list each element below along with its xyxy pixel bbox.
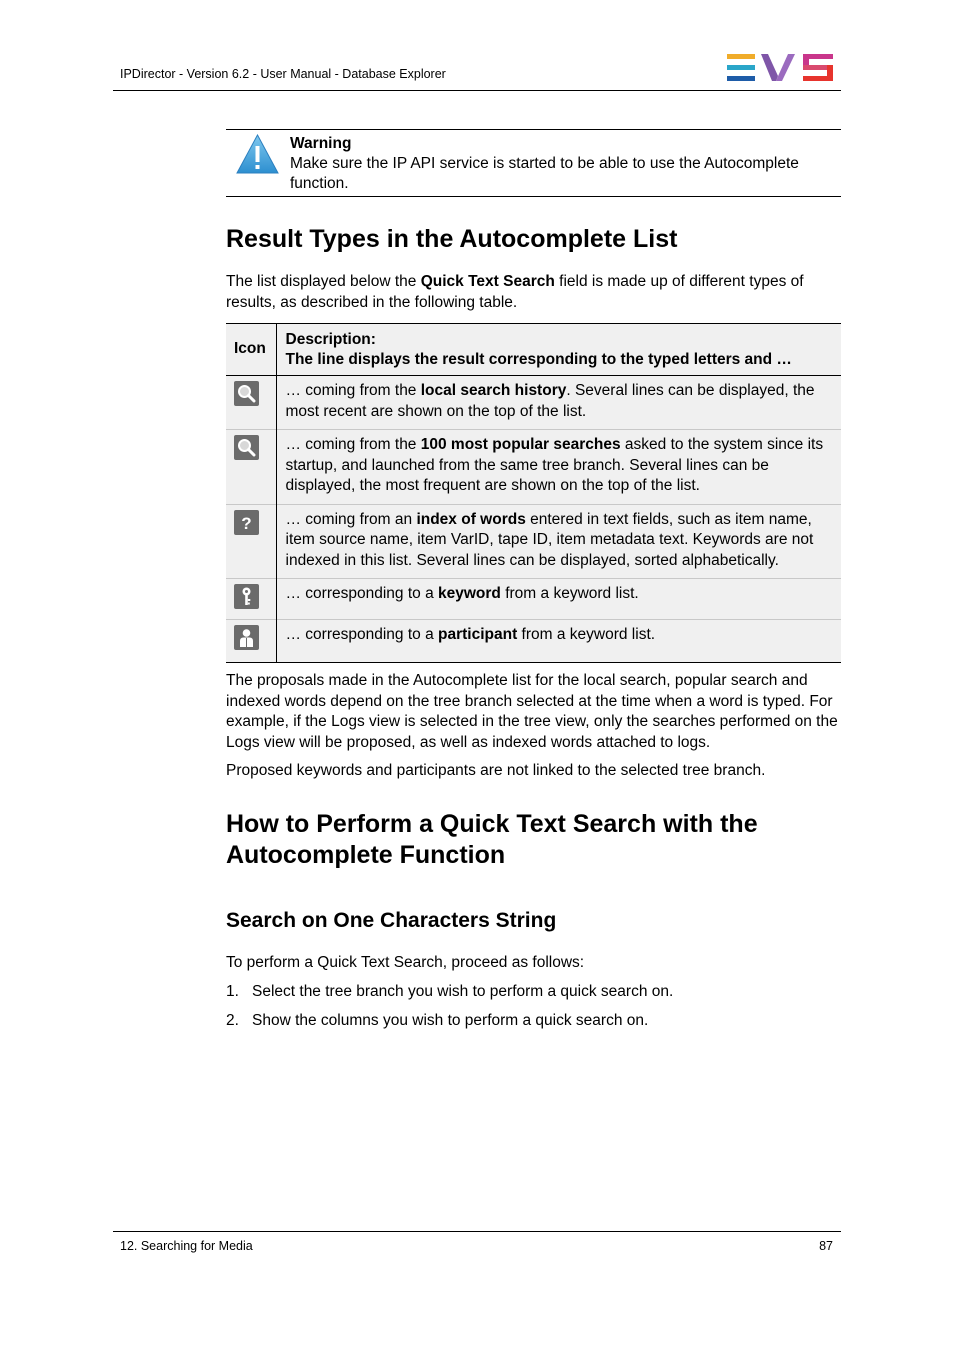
question-mark-icon <box>234 510 259 535</box>
section-heading-result-types: Result Types in the Autocomplete List <box>226 225 678 253</box>
icon-cell <box>226 504 276 579</box>
table-intro-paragraph <box>226 272 841 313</box>
table-row <box>226 579 841 620</box>
warning-title: Warning <box>290 135 352 152</box>
subheading-search-one-string: Search on One Characters String <box>226 908 557 932</box>
intro-text: field is made up of different types of results, as described in the following table. <box>226 273 804 311</box>
warning-message: Make sure the IP API service is started to be able to use the Autocomplete function. <box>290 155 799 192</box>
icon-cell <box>226 619 276 663</box>
footer-chapter: 12. Searching for Media <box>120 1239 253 1253</box>
heading-line: How to Perform a Quick Text Search with the <box>226 809 758 838</box>
section-heading-how-to <box>226 809 841 871</box>
row-text: from a keyword list. <box>517 625 656 643</box>
row-bold-text: participant <box>438 625 518 643</box>
row-bold-text: keyword <box>438 585 501 602</box>
result-types-table <box>226 323 841 663</box>
row-text: entered in text fields, such as item name, item source name, item VarID, tape ID, item metadata text. Keywords are not indexed in this list. Several lines can be displayed, sorted alphabetically. <box>285 510 814 569</box>
evs-logo <box>727 54 833 82</box>
page-footer <box>113 1231 841 1253</box>
magnifier-icon <box>234 435 259 460</box>
warning-triangle-icon <box>236 134 279 174</box>
table-row <box>226 504 841 579</box>
table-row <box>226 376 841 430</box>
column-header-description-detail: The line displays the result corresponding to the typed letters and … <box>285 350 792 368</box>
list-item <box>226 982 841 1003</box>
row-bold-text: 100 most popular searches <box>420 436 621 453</box>
row-text: asked to the system since its startup, and launched from the same tree branch. Several lines can be displayed, the most frequent are shown on the top of the list. <box>285 436 824 494</box>
intro-text: The list displayed below the <box>226 273 421 290</box>
row-text: … corresponding to a <box>285 625 439 643</box>
intro-bold-text: Quick Text Search <box>420 273 555 290</box>
page-header <box>113 52 841 91</box>
icon-cell <box>226 579 276 620</box>
list-item <box>226 1011 841 1032</box>
description-cell <box>276 430 841 505</box>
magnifier-icon <box>234 381 259 406</box>
paragraph-keywords-note: Proposed keywords and participants are not linked to the selected tree branch. <box>226 762 766 779</box>
row-text: … coming from an <box>285 510 417 528</box>
row-text: . Several lines can be displayed, the most recent are shown on the top of the list. <box>285 382 815 420</box>
row-text: from a keyword list. <box>500 585 639 602</box>
row-text: … corresponding to a <box>285 585 439 602</box>
row-bold-text: local search history <box>420 382 567 399</box>
heading-line: Autocomplete Function <box>226 840 506 869</box>
column-header-icon: Icon <box>226 324 276 376</box>
row-bold-text: index of words <box>416 510 526 528</box>
description-cell <box>276 504 841 579</box>
person-icon <box>234 625 259 650</box>
icon-cell <box>226 430 276 505</box>
row-text: … coming from the <box>285 382 421 399</box>
table-row <box>226 619 841 663</box>
table-header-row <box>226 324 841 376</box>
paragraph-autocomplete-proposals: The proposals made in the Autocomplete list for the local search, popular search and indexed words depend on the tree branch selected at the time when a word is typed. For example, if the Logs view is selected in the tree view, only the searches performed on the Logs view will be proposed, as well as indexed words attached to logs. <box>226 672 838 751</box>
description-cell <box>276 579 841 620</box>
footer-page-number: 87 <box>819 1239 833 1253</box>
svg-text:?: ? <box>241 513 252 533</box>
step-number: 1. <box>226 983 239 1000</box>
row-text: … coming from the <box>285 436 421 453</box>
step-number: 2. <box>226 1012 239 1029</box>
header-title: IPDirector - Version 6.2 - User Manual - Database Explorer <box>120 67 446 81</box>
column-header-description <box>276 324 841 376</box>
procedure-steps-list <box>226 982 841 1032</box>
column-header-description-label: Description: <box>285 331 376 348</box>
page-content <box>226 129 841 1032</box>
warning-text-block <box>290 134 841 194</box>
step-text: Show the columns you wish to perform a quick search on. <box>252 1012 649 1029</box>
procedure-intro: To perform a Quick Text Search, proceed as follows: <box>226 953 585 971</box>
description-cell <box>276 619 841 663</box>
step-text: Select the tree branch you wish to perform a quick search on. <box>252 983 674 1000</box>
table-row <box>226 430 841 505</box>
warning-box <box>226 129 841 197</box>
icon-cell <box>226 376 276 430</box>
description-cell <box>276 376 841 430</box>
key-icon <box>234 584 259 609</box>
